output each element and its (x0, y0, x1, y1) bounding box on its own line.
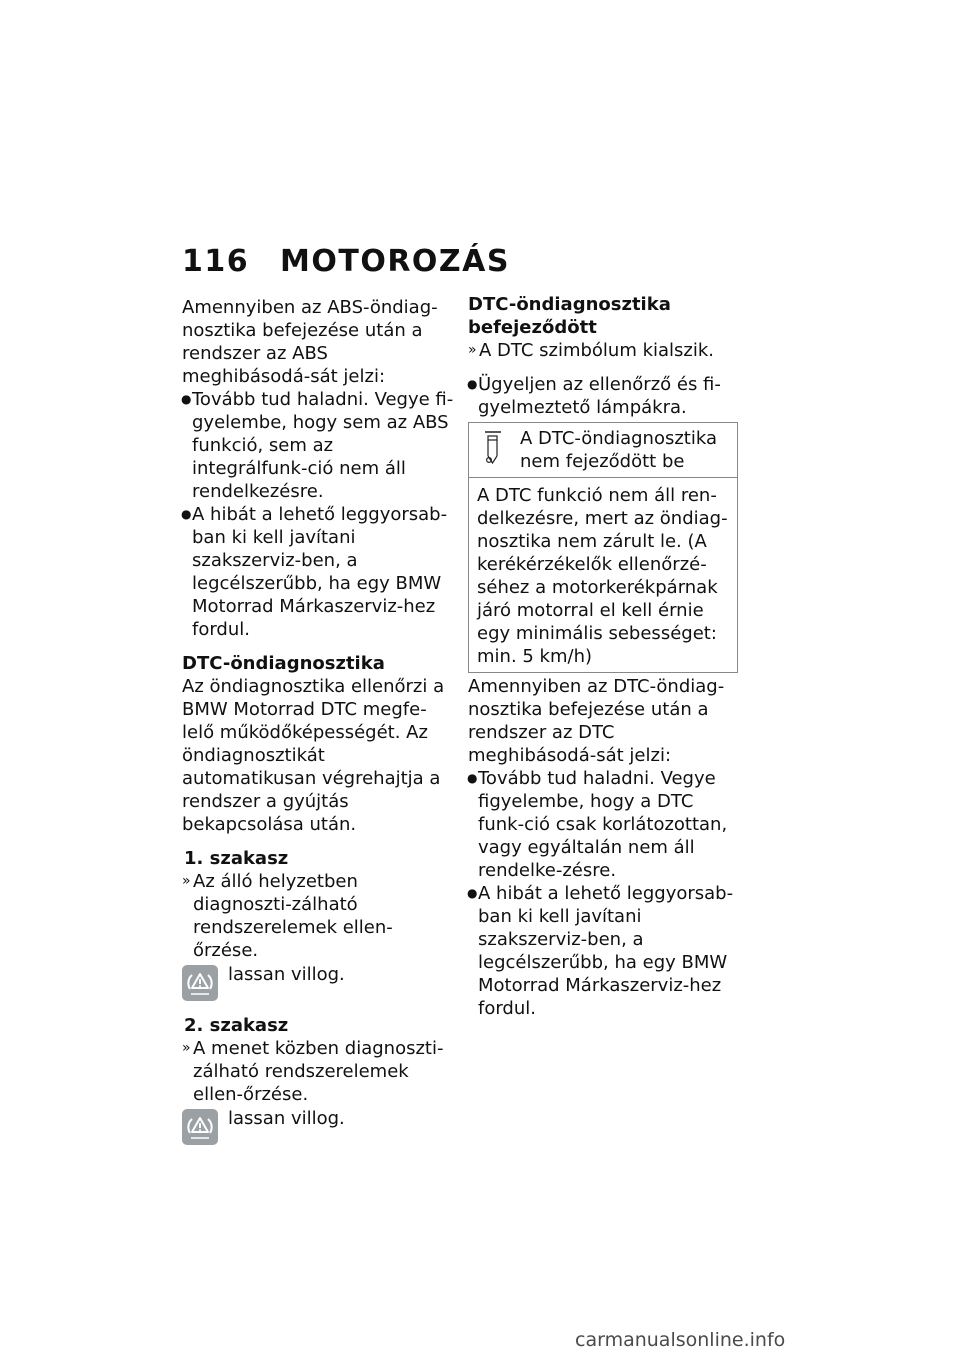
step2-status-row (182, 1107, 454, 1147)
bullet-icon: ● (467, 771, 478, 785)
notice-box (468, 422, 738, 673)
notice-header (469, 423, 737, 478)
step1-title: 1. szakasz (184, 848, 289, 869)
abs-fail-intro: Amennyiben az ABS-öndiag-nosztika befejezése után a rendszer az ABS meghibásodá-sát jelzi: (182, 297, 438, 387)
step2-text: » A menet közben diagnoszti-zálható rendszerelemek ellen-őrzése. (182, 1038, 444, 1105)
pen-note-icon (483, 430, 503, 472)
step2-title: 2. szakasz (184, 1015, 289, 1036)
bullet-icon: ● (467, 886, 478, 900)
dtc-done-arrow: » A DTC szimbólum kialszik. (468, 340, 715, 361)
abs-bullet-1: ● Tovább tud haladni. Vegye fi-gyelembe, hogy sem az ABS funkció, sem az integrálfunk-ció nem áll rendelkezésre. (181, 389, 454, 502)
page-header (182, 244, 510, 279)
page-number: 116 (182, 244, 250, 279)
dtc-warning-icon (182, 965, 218, 1001)
arrow-icon: » (182, 1040, 191, 1056)
bullet-icon: ● (181, 392, 192, 406)
watermark: carmanualsonline.info (575, 1329, 786, 1351)
step1-status-row (182, 963, 454, 1003)
arrow-icon: » (182, 873, 191, 889)
abs-bullet-2: ● A hibát a lehető leggyorsab-ban ki kell javítani szakszerviz-ben, a legcélszerűbb, ha egy BMW Motorrad Márkaszerviz-hez fordul. (181, 504, 448, 640)
bullet-icon: ● (467, 377, 478, 391)
dtc-section-title: DTC-öndiagnosztika (182, 653, 385, 674)
dtc-done-bullet: ● Ügyeljen az ellenőrző és fi-gyelmeztető lámpákra. (467, 374, 721, 418)
left-column (182, 296, 454, 1147)
dtc-bullet-2: ● A hibát a lehető leggyorsab-ban ki kell javítani szakszerviz-ben, a legcélszerűbb, ha egy BMW Motorrad Márkaszerviz-hez fordul. (467, 883, 734, 1019)
step1-text: » Az álló helyzetben diagnoszti-zálható rendszerelemek ellen-őrzése. (182, 871, 393, 961)
notice-body: A DTC funkció nem áll ren-delkezésre, mert az öndiag-nosztika nem zárult le. (A kerékérzékelők ellenőrzé-séhez a motorkerékpárnak járó motorral el kell érnie egy minimális sebességet: min. 5 km/h) (477, 485, 728, 667)
dtc-fail-intro: Amennyiben az DTC-öndiag-nosztika befejezése után a rendszer az DTC meghibásodá-sát jelzi: (468, 676, 725, 766)
dtc-warning-icon (182, 1109, 218, 1145)
notice-title: A DTC-öndiagnosztika nem fejeződött be (520, 428, 717, 472)
bullet-icon: ● (181, 507, 192, 521)
right-column (468, 293, 738, 1020)
chapter-title: MOTOROZÁS (280, 244, 511, 279)
step2-status: lassan villog. (228, 1108, 345, 1129)
step1-status: lassan villog. (228, 964, 345, 985)
dtc-description: Az öndiagnosztika ellenőrzi a BMW Motorrad DTC megfe-lelő működőképességét. Az öndiagnosztikát automatikusan végrehajtja a rendszer a gyújtás bekapcsolása után. (182, 676, 445, 835)
arrow-icon: » (468, 342, 477, 358)
dtc-done-title: DTC-öndiagnosztika befejeződött (468, 294, 671, 338)
dtc-bullet-1: ● Tovább tud haladni. Vegye figyelembe, hogy a DTC funk-ció csak korlátozottan, vagy egyáltalán nem áll rendelke-zésre. (467, 768, 728, 881)
